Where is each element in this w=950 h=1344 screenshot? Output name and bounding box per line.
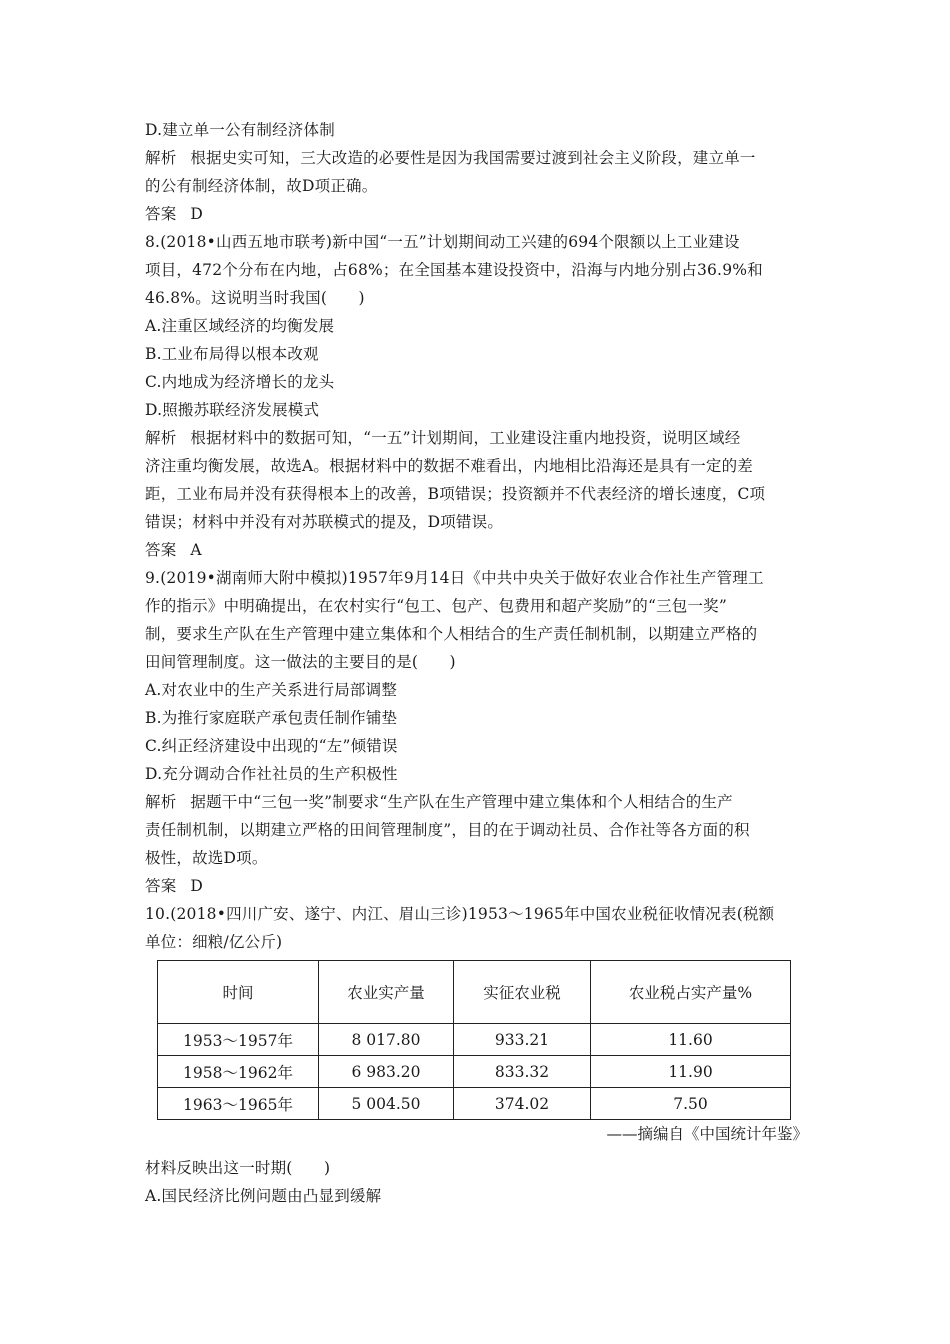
answer-line	[145, 536, 810, 564]
question-9-stem: 作的指示》中明确提出，在农村实行“包工、包产、包费用和超产奖励”的“三包一奖”	[145, 597, 727, 615]
analysis-line	[145, 788, 810, 816]
question-9-stem: 田间管理制度。这一做法的主要目的是( )	[145, 653, 456, 671]
analysis-text: 据题干中“三包一奖”制要求“生产队在生产管理中建立集体和个人相结合的生产	[190, 793, 733, 811]
answer-line	[145, 872, 810, 900]
column-header-period: 时间	[158, 961, 319, 1024]
table-cell: 11.90	[591, 1056, 791, 1088]
tax-table-wrapper	[157, 960, 810, 1120]
table-cell: 374.02	[454, 1088, 591, 1120]
analysis-label: 解析	[145, 793, 177, 811]
table-header-row	[158, 961, 791, 1024]
table-cell: 833.32	[454, 1056, 591, 1088]
table-cell: 11.60	[591, 1024, 791, 1056]
question-8-option-c: C.内地成为经济增长的龙头	[145, 373, 335, 391]
question-10-stem: 10.(2018•四川广安、遂宁、内江、眉山三诊)1953～1965年中国农业税征收情况表(税额	[145, 905, 775, 923]
analysis-label: 解析	[145, 149, 177, 167]
analysis-text: 根据史实可知，三大改造的必要性是因为我国需要过渡到社会主义阶段，建立单一	[190, 149, 756, 167]
table-cell: 5 004.50	[319, 1088, 454, 1120]
column-header-percent: 农业税占实产量%	[591, 961, 791, 1024]
answer-value: D	[190, 205, 204, 223]
analysis-label: 解析	[145, 429, 177, 447]
question-9-option-a: A.对农业中的生产关系进行局部调整	[145, 681, 398, 699]
question-8-option-d: D.照搬苏联经济发展模式	[145, 401, 320, 419]
table-cell: 933.21	[454, 1024, 591, 1056]
question-9-option-b: B.为推行家庭联产承包责任制作铺垫	[145, 709, 398, 727]
question-10-option-a: A.国民经济比例问题由凸显到缓解	[145, 1187, 382, 1205]
answer-label: 答案	[145, 205, 177, 223]
answer-value: A	[190, 541, 202, 559]
table-source: ——摘编自《中国统计年鉴》	[606, 1125, 808, 1143]
question-9-stem: 9.(2019•湖南师大附中模拟)1957年9月14日《中共中央关于做好农业合作社生产管理工	[145, 569, 764, 587]
analysis-text: 错误；材料中并没有对苏联模式的提及，D项错误。	[145, 513, 504, 531]
table-cell: 8 017.80	[319, 1024, 454, 1056]
table-cell: 1953～1957年	[158, 1024, 319, 1056]
question-8-option-a: A.注重区域经济的均衡发展	[145, 317, 335, 335]
analysis-text: 距，工业布局并没有获得根本上的改善，B项错误；投资额并不代表经济的增长速度，C项	[145, 485, 766, 503]
document-page	[145, 116, 810, 1210]
question-9-option-c: C.纠正经济建设中出现的“左”倾错误	[145, 737, 398, 755]
question-8-stem: 8.(2018•山西五地市联考)新中国“一五”计划期间动工兴建的694个限额以上工业建设	[145, 233, 740, 251]
table-row	[158, 1024, 791, 1056]
question-9-stem: 制，要求生产队在生产管理中建立集体和个人相结合的生产责任制机制，以期建立严格的	[145, 625, 758, 643]
question-8-stem: 46.8%。这说明当时我国( )	[145, 289, 365, 307]
answer-line	[145, 200, 810, 228]
question-8-option-b: B.工业布局得以根本改观	[145, 345, 319, 363]
table-row	[158, 1088, 791, 1120]
question-10-stem: 单位：细粮/亿公斤)	[145, 933, 283, 951]
question-10-question: 材料反映出这一时期( )	[145, 1159, 331, 1177]
agricultural-tax-table	[157, 960, 791, 1120]
analysis-line	[145, 144, 810, 172]
table-cell: 1958～1962年	[158, 1056, 319, 1088]
table-cell: 7.50	[591, 1088, 791, 1120]
analysis-line	[145, 424, 810, 452]
table-cell: 1963～1965年	[158, 1088, 319, 1120]
analysis-text: 责任制机制，以期建立严格的田间管理制度”，目的在于调动社员、合作社等各方面的积	[145, 821, 750, 839]
table-cell: 6 983.20	[319, 1056, 454, 1088]
column-header-output: 农业实产量	[319, 961, 454, 1024]
table-row	[158, 1056, 791, 1088]
analysis-text: 济注重均衡发展，故选A。根据材料中的数据不难看出，内地相比沿海还是具有一定的差	[145, 457, 753, 475]
analysis-text: 的公有制经济体制，故D项正确。	[145, 177, 378, 195]
answer-value: D	[190, 877, 204, 895]
question-8-stem: 项目，472个分布在内地，占68%；在全国基本建设投资中，沿海与内地分别占36.9%和	[145, 261, 763, 279]
column-header-tax: 实征农业税	[454, 961, 591, 1024]
answer-label: 答案	[145, 877, 177, 895]
answer-label: 答案	[145, 541, 177, 559]
analysis-text: 根据材料中的数据可知，“一五”计划期间，工业建设注重内地投资，说明区域经	[190, 429, 741, 447]
question-9-option-d: D.充分调动合作社社员的生产积极性	[145, 765, 398, 783]
option-d: D.建立单一公有制经济体制	[145, 121, 335, 139]
analysis-text: 极性，故选D项。	[145, 849, 268, 867]
